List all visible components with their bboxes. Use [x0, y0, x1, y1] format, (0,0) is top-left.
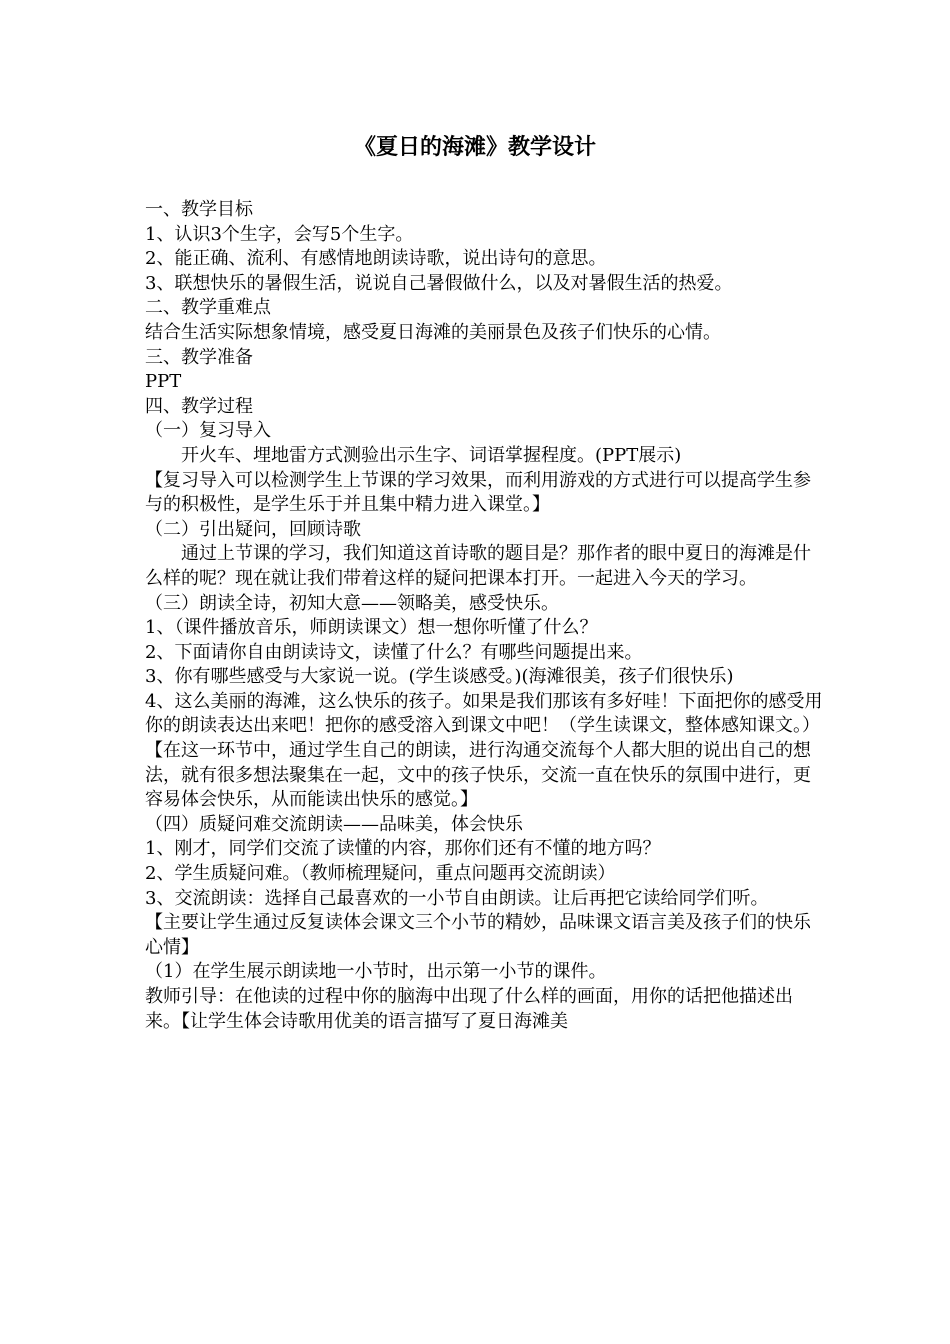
document-body [145, 198, 823, 1034]
paragraph: 通过上节课的学习，我们知道这首诗歌的题目是？那作者的眼中夏日的海滩是什么样的呢？现在就让我们带着这样的疑问把课本打开。一起进入今天的学习。 [145, 543, 811, 589]
paragraph: 教师引导：在他读的过程中你的脑海中出现了什么样的画面，用你的话把他描述出来。【让学生体会诗歌用优美的语言描写了夏日海滩美 [145, 986, 793, 1032]
paragraph: （二）引出疑问，回顾诗歌 [145, 518, 361, 540]
paragraph: 3、交流朗读：选择自己最喜欢的一小节自由朗读。让后再把它读给同学们听。 [145, 887, 769, 909]
paragraph: （1）在学生展示朗读地一小节时，出示第一小节的课件。 [145, 961, 607, 983]
paragraph: 1、刚才，同学们交流了读懂的内容，那你们还有不懂的地方吗？ [145, 838, 661, 860]
paragraph: 开火车、埋地雷方式测验出示生字、词语掌握程度。(PPT展示) [181, 444, 682, 466]
paragraph: PPT [145, 371, 182, 393]
paragraph: 一、教学目标 [145, 199, 253, 220]
paragraph: 3、联想快乐的暑假生活，说说自己暑假做什么，以及对暑假生活的热爱。 [145, 272, 733, 294]
paragraph: 2、能正确、流利、有感情地朗读诗歌，说出诗句的意思。 [145, 248, 607, 270]
paragraph: 2、下面请你自由朗读诗文，读懂了什么？有哪些问题提出来。 [145, 641, 643, 663]
paragraph: （四）质疑问难交流朗读——品味美，体会快乐 [145, 813, 523, 835]
paragraph: 【主要让学生通过反复读体会课文三个小节的精妙，品味课文语言美及孩子们的快乐心情】 [145, 912, 811, 958]
paragraph: （一）复习导入 [145, 420, 271, 442]
document-title: 《夏日的海滩》教学设计 [353, 135, 596, 160]
paragraph: 【在这一环节中，通过学生自己的朗读，进行沟通交流每个人都大胆的说出自己的想法，就有很多想法聚集在一起，文中的孩子快乐，交流一直在快乐的氛围中进行，更容易体会快乐，从而能读出快乐的感觉。】 [145, 740, 811, 811]
paragraph: 四、教学过程 [145, 395, 253, 417]
paragraph: 三、教学准备 [145, 346, 253, 368]
paragraph: 【复习导入可以检测学生上节课的学习效果，而利用游戏的方式进行可以提高学生参与的积极性，是学生乐于并且集中精力进入课堂。】 [145, 469, 811, 516]
paragraph: 2、学生质疑问难。（教师梳理疑问，重点问题再交流朗读） [145, 863, 616, 885]
paragraph: 1、（课件播放音乐，师朗读课文）想一想你听懂了什么？ [145, 617, 598, 639]
paragraph: 1、认识3个生字，会写5个生字。 [145, 223, 414, 245]
paragraph: 二、教学重难点 [145, 297, 271, 319]
paragraph: （三）朗读全诗，初知大意——领略美，感受快乐。 [145, 592, 559, 614]
paragraph: 3、你有哪些感受与大家说一说。(学生谈感受。)(海滩很美，孩子们很快乐) [145, 666, 734, 688]
paragraph: 结合生活实际想象情境，感受夏日海滩的美丽景色及孩子们快乐的心情。 [145, 321, 721, 343]
paragraph: 4、这么美丽的海滩，这么快乐的孩子。如果是我们那该有多好哇！下面把你的感受用你的朗读表达出来吧！把你的感受溶入到课文中吧！（学生读课文，整体感知课文。） [145, 690, 823, 737]
